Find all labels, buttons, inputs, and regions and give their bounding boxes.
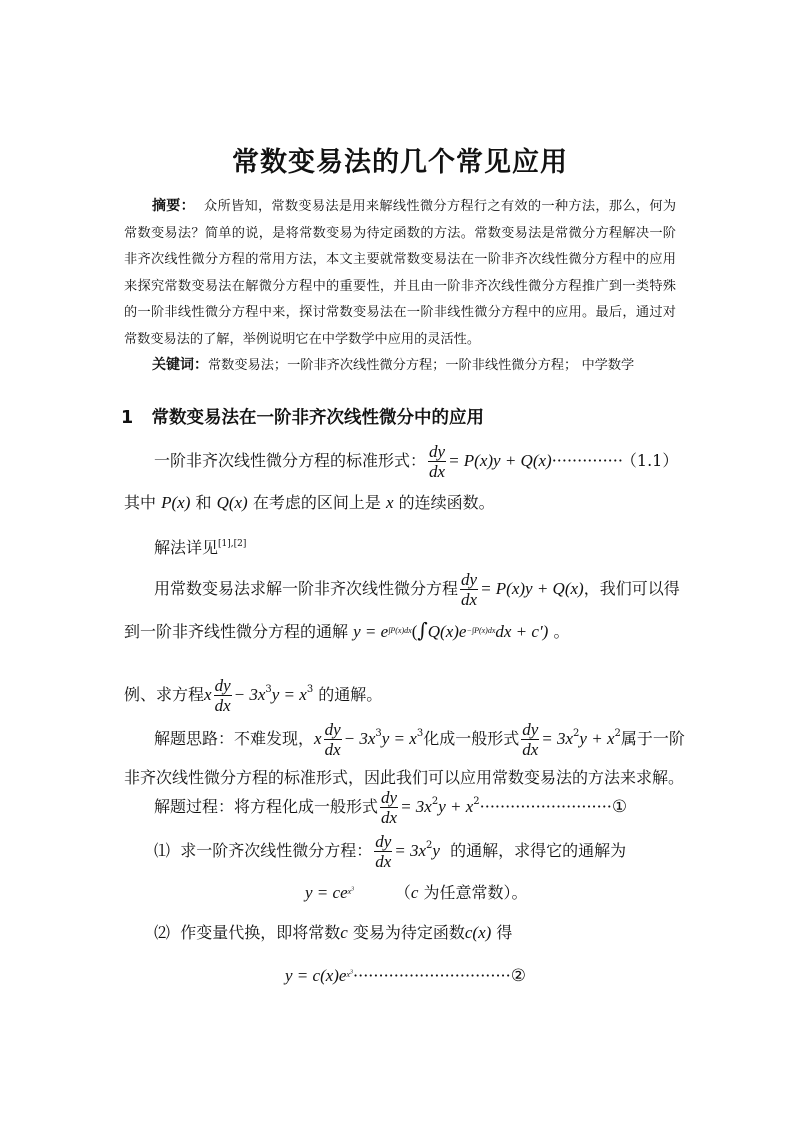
general-solution-line (124, 618, 569, 642)
exponent: 3 (265, 684, 272, 695)
frac-num: dy (324, 720, 341, 739)
equation-rhs: = P(x)y + Q(x) (480, 579, 584, 598)
math-x: x (347, 887, 352, 896)
equation-marker: ② (510, 966, 526, 986)
leader-dots: ······························· (353, 966, 511, 985)
section-title: 常数变易法在一阶非齐次线性微分中的应用 (151, 408, 484, 428)
text-segment: 在考虑的区间上是 (252, 493, 381, 512)
frac-num: dy (214, 676, 231, 695)
exponent (348, 887, 355, 896)
math-term: = 3x (541, 729, 574, 748)
integral-tail: dx + c′) (495, 622, 549, 641)
exponent: 3 (351, 886, 355, 893)
frac-num: dy (461, 570, 478, 589)
idea-line-2: 非齐次线性微分方程的标准形式，因此我们可以应用常数变易法的方法来求解。 (124, 768, 685, 787)
exponent: 2 (573, 728, 580, 739)
section-number: 1 (121, 408, 134, 428)
abstract-label: 摘要： (152, 198, 195, 214)
text-segment: 例、求方程 (124, 685, 205, 704)
math-term: = 3x (400, 797, 432, 816)
reference-text: 解法详见 (154, 538, 219, 557)
dy-dx-fraction (324, 720, 342, 759)
frac-den: dx (214, 696, 231, 715)
math-c-x: c(x) (464, 923, 492, 942)
step-number: ⑵ (154, 923, 171, 942)
exponent: 3 (375, 728, 382, 739)
exponent: ∫P(x)dx (388, 626, 412, 635)
page-title: 常数变易法的几个常见应用 (232, 147, 568, 178)
procedure-line (154, 788, 627, 827)
math-term: y + x (579, 729, 615, 748)
leader-dots: ·························· (479, 797, 612, 816)
keywords-text: 常数变易法；一阶非齐次线性微分方程；一阶非线性微分方程； 中学数学 (208, 358, 635, 373)
dy-dx-fraction (214, 676, 232, 715)
exponent: 3 (350, 969, 354, 976)
text-segment: 到一阶非齐线性微分方程的通解 (124, 622, 349, 641)
math-term: y = ce (305, 883, 348, 902)
text-segment: ，我们可以得 (583, 579, 680, 598)
exponent: 2 (431, 796, 439, 807)
solution-2-line (285, 966, 526, 986)
dy-dx-fraction (521, 720, 539, 759)
math-c: c (340, 923, 348, 942)
math-term: − 3x (233, 685, 266, 704)
dy-dx-fraction (460, 570, 478, 609)
text-segment: 变易为待定函数 (352, 923, 465, 942)
keywords-label: 关键词： (152, 357, 208, 373)
exponent: 3 (306, 684, 314, 695)
text-segment: 化成一般形式 (423, 729, 520, 748)
step-number: ⑴ (154, 841, 171, 860)
frac-num: dy (522, 720, 539, 739)
paren: ( (411, 622, 418, 641)
exponent: 3 (416, 728, 424, 739)
leader-dots: ·············· (551, 451, 623, 470)
frac-den: dx (522, 740, 539, 759)
text-segment: 解题思路：不难发现， (154, 729, 315, 748)
math-term: y = x (381, 729, 417, 748)
exponent: 2 (614, 728, 621, 739)
text-segment: 求一阶齐次线性微分方程： (180, 841, 373, 860)
dy-dx-fraction (380, 788, 398, 827)
math-term: = 3x (394, 841, 427, 860)
text-segment: 属于一阶 (620, 729, 685, 748)
frac-num: dy (375, 832, 392, 851)
math-term: y + x (438, 797, 474, 816)
math-Q: Q(x) (216, 493, 248, 512)
math-c: c (410, 883, 419, 902)
text-segment: 。 (553, 622, 570, 641)
standard-form-lead: 一阶非齐次线性微分方程的标准形式： (154, 451, 427, 470)
math-x: x (385, 493, 394, 512)
solution-1-line (305, 880, 528, 903)
text-segment: 的连续函数。 (398, 493, 495, 512)
frac-den: dx (461, 590, 478, 609)
idea-line (154, 720, 685, 759)
math-term: − 3x (343, 729, 376, 748)
section-heading (121, 404, 484, 429)
frac-den: dx (381, 808, 398, 827)
standard-form-line (154, 442, 678, 481)
step-1-line (154, 832, 626, 871)
citation[interactable]: [1],[2] (218, 539, 247, 549)
abstract-text: 众所皆知，常数变易法是用来解线性微分方程行之有效的一种方法，那么，何为常数变易法？简单的说，是将常数变易为待定函数的方法。常数变易法是常微分方程解决一阶非齐次线性微分方程的常用方法，本文主要就常数变易法在一阶非齐次线性微分方程中的应用来探究常数变易法在解微分方程中的重要性，并且由一阶非齐次线性微分方程推广到一类特殊的一阶非线性微分方程中来，探讨常数变易法在一阶非线性微分方程中的应用。最后，通过对常数变易法的了解，举例说明它在中学数学中应用的灵活性。 (124, 199, 677, 347)
math-term: y = x (271, 685, 307, 704)
dy-dx-fraction (428, 442, 446, 481)
continuity-line (124, 490, 495, 513)
keywords (124, 352, 676, 380)
exponent: 2 (426, 840, 433, 851)
text-segment: 的通解。 (318, 685, 383, 704)
equation-rhs: = P(x)y + Q(x) (448, 451, 552, 470)
text-segment: （ (394, 883, 411, 902)
exponent: −∫P(x)dx (466, 626, 496, 635)
text-segment: 其中 (124, 493, 157, 512)
text-segment: 为任意常数）。 (423, 883, 528, 902)
step-2-line (154, 920, 512, 943)
frac-den: dx (375, 852, 392, 871)
general-solution-lhs: y = e (353, 622, 389, 641)
reference-line (154, 535, 246, 558)
text-segment: 用常数变易法求解一阶非齐次线性微分方程 (154, 579, 459, 598)
abstract (124, 193, 676, 353)
method-line (154, 570, 680, 609)
text-segment: 的通解，求得它的通解为 (450, 841, 627, 860)
math-term: y = c(x)e (285, 966, 347, 985)
math-term: y (432, 841, 440, 860)
frac-num: dy (429, 442, 446, 461)
integral-sign: ∫ (417, 618, 428, 642)
equation-marker: ① (611, 797, 628, 817)
text-segment: 和 (195, 493, 212, 512)
exponent: 2 (473, 796, 480, 807)
text-segment: 解题过程：将方程化成一般形式 (154, 797, 379, 816)
frac-num: dy (381, 788, 398, 807)
frac-den: dx (429, 462, 446, 481)
equation-label: （1.1） (628, 451, 679, 470)
dy-dx-fraction (374, 832, 392, 871)
math-P: P(x) (161, 493, 191, 512)
text-segment: 得 (496, 923, 513, 942)
example-line (124, 676, 382, 715)
math-x: x (346, 970, 351, 979)
frac-den: dx (324, 740, 341, 759)
text-segment: 作变量代换，即将常数 (180, 923, 341, 942)
math-x: x (204, 685, 212, 704)
integrand: Q(x)e (427, 622, 467, 641)
math-x: x (314, 729, 322, 748)
